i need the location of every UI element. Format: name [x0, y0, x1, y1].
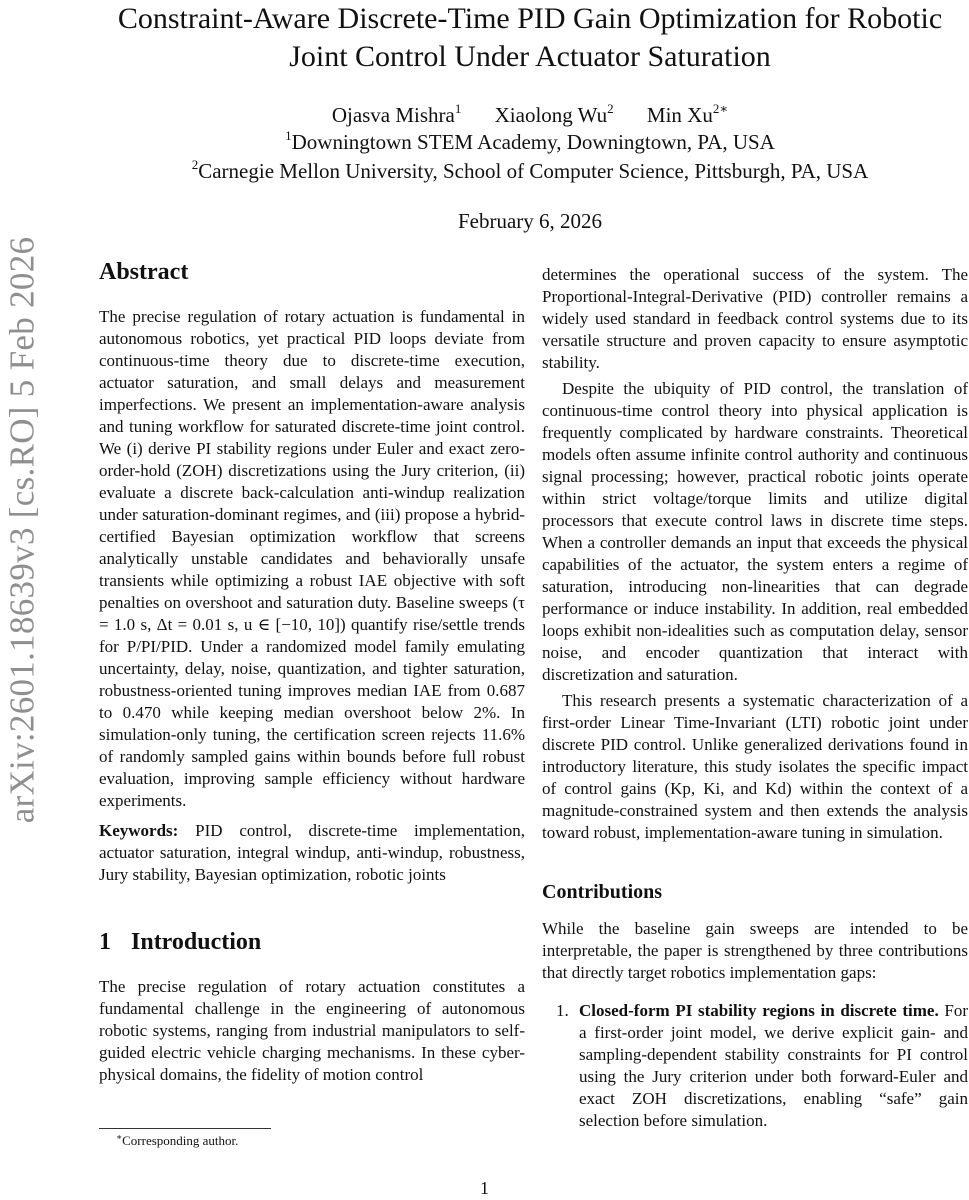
contribution-item — [542, 1000, 968, 1132]
page-number: 1 — [480, 1178, 489, 1198]
affiliation: $^1$Downingtown STEM Academy, Downingtown, PA, USA — [285, 128, 775, 154]
author: Ojasva Mishra$^1$ — [331, 101, 462, 127]
abstract-heading: Abstract — [99, 259, 189, 285]
author-list — [90, 102, 969, 128]
contributions-list — [542, 1000, 968, 1132]
keywords — [99, 820, 525, 886]
intro-paragraph-1-end: determines the operational success of the system. The Proportional-Integral-Derivative (PID) controller remains a widely used standard in feedback control systems due to its versatile structure and proven capacity to ensure asymptotic stability. — [542, 265, 968, 372]
paper-title — [90, 0, 969, 76]
left-column — [99, 256, 525, 1086]
contributions-intro: While the baseline gain sweeps are intended to be interpretable, the paper is strengthened by three contributions that directly target robotics implementation gaps: — [542, 919, 968, 982]
keywords-text: PID control, discrete-time implementation, actuator saturation, integral windup, anti-windup, robustness, Jury stability, Bayesian optimization, robotic joints — [99, 821, 525, 884]
title-line-2: Joint Control Under Actuator Saturation — [289, 40, 771, 73]
title-line-1: Constraint-Aware Discrete-Time PID Gain Optimization for Robotic — [117, 2, 943, 35]
abstract-text: The precise regulation of rotary actuation is fundamental in autonomous robotics, yet practical PID loops deviate from continuous-time theory due to discrete-time execution, actuator saturation, and small delays and measurement imperfections. We present an implementation-aware analysis and tuning workflow for saturated discrete-time joint control. We (i) derive PI stability regions under Euler and exact zero-order-hold (ZOH) discretizations using the Jury criterion, (ii) evaluate a discrete back-calculation anti-windup realization under saturation-dominant regimes, and (iii) propose a hybrid-certified Bayesian optimization workflow that screens analytically unstable candidates and behaviorally unsafe transients while optimizing a robust IAE objective with soft penalties on overshoot and saturation duty. Baseline sweeps (τ = 1.0 s, Δt = 0.01 s, u ∈ [−10, 10]) quantify rise/settle trends for P/PI/PID. Under a randomized model family emulating uncertainty, delay, noise, quantization, and tighter saturation, robustness-oriented tuning improves median IAE from 0.687 to 0.470 while keeping median overshoot below 2%. In simulation-only tuning, the certification screen rejects 11.6% of randomly sampled gains within bounds before full robust evaluation, improving sample efficiency without hardware experiments. — [99, 307, 525, 810]
author: Xiaolong Wu$^2$ — [494, 101, 614, 127]
contributions-heading: Contributions — [542, 881, 663, 903]
affiliation: $^2$Carnegie Mellon University, School of Computer Science, Pittsburgh, PA, USA — [191, 157, 869, 183]
contribution-title: Closed-form PI stability regions in discrete time. — [579, 1001, 939, 1020]
arxiv-stamp-text: arXiv:2601.18639v3 [cs.RO] 5 Feb 2026 — [2, 236, 42, 824]
keywords-label: Keywords: — [99, 821, 179, 840]
paper-date: February 6, 2026 — [457, 209, 603, 233]
footnote: ∗Corresponding author. — [116, 1132, 239, 1148]
author: Min $Xu^{2∗}$ — [646, 101, 729, 127]
intro-paragraph-2: Despite the ubiquity of PID control, the translation of continuous-time control theory into physical application is frequently complicated by hardware constraints. Theoretical models often assume infinite control authority and continuous signal processing; however, practical robotic joints operate within strict voltage/torque limits and utilize digital processors that execute control laws in discrete time steps. When a controller demands an input that exceeds the physical capabilities of the actuator, the system enters a regime of saturation, introducing non-linearities that can degrade performance or induce instability. In addition, real embedded loops exhibit non-idealities such as computation delay, sensor noise, and encoder quantization that interact with discretization and saturation. — [542, 379, 968, 684]
contribution-text: For a first-order joint model, we derive explicit gain- and sampling-dependent stability constraints for PI control using the Jury criterion under both forward-Euler and exact ZOH discretizations, enabling “safe” gain selection before simulation. — [579, 1001, 969, 1130]
arxiv-stamp — [2, 230, 42, 830]
introduction-heading: 1 Introduction — [99, 929, 262, 955]
right-column — [542, 264, 968, 1132]
contribution-number: 1. — [556, 1001, 569, 1020]
intro-paragraph-1-start: The precise regulation of rotary actuation constitutes a fundamental challenge in the engineering of autonomous robotic systems, ranging from industrial manipulators to self-guided electric vehicle charging mechanisms. In these cyber-physical domains, the fidelity of motion control — [99, 977, 525, 1084]
footnote-rule — [99, 1128, 271, 1129]
paper-header — [90, 0, 969, 234]
intro-paragraph-3: This research presents a systematic characterization of a first-order Linear Time-Invariant (LTI) robotic joint under discrete PID control. Unlike generalized derivations found in introductory literature, this study isolates the specific impact of control gains (Kp, Ki, and Kd) within the context of a magnitude-constrained system and then extends the analysis toward robust, implementation-aware tuning in simulation. — [542, 691, 968, 842]
